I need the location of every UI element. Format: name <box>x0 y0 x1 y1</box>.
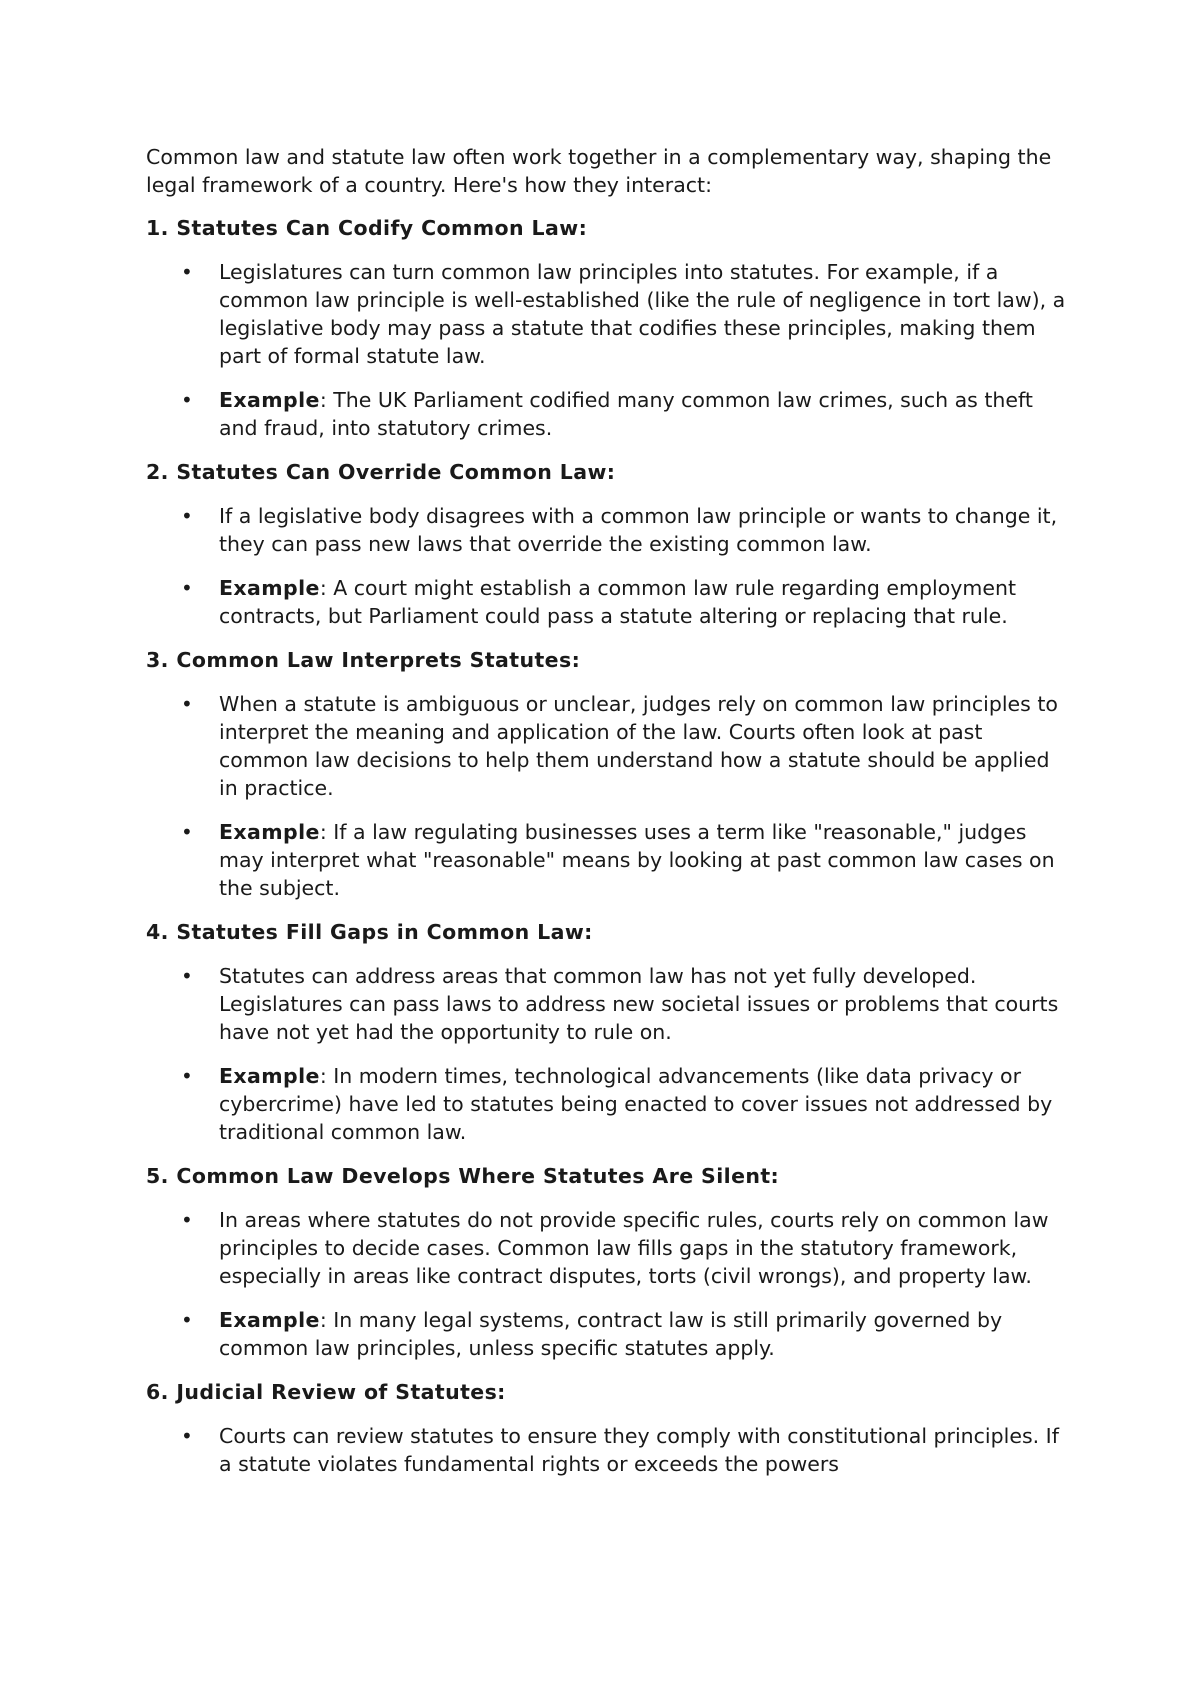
intro-paragraph: Common law and statute law often work together in a complementary way, shaping the legal framework of a country. Here's how they interact: <box>146 145 1052 197</box>
bullet-list <box>146 962 1071 1146</box>
bullet-icon: • <box>181 576 193 600</box>
bullet-icon: • <box>181 1208 193 1232</box>
bullet-text: : In many legal systems, contract law is still primarily governed by common law principles, unless specific statutes apply. <box>219 1308 1003 1360</box>
bullet-list <box>146 258 1071 442</box>
bullet-icon: • <box>181 504 193 528</box>
bullet-text: In areas where statutes do not provide specific rules, courts rely on common law principles to decide cases. Common law fills gaps in the statutory framework, especially in areas like contract disputes, torts (civil wrongs), and property law. <box>219 1208 1049 1288</box>
bullet-icon: • <box>181 388 193 412</box>
list-item <box>146 1306 1071 1362</box>
bullet-icon: • <box>181 1424 193 1448</box>
bullet-icon: • <box>181 692 193 716</box>
bullet-list <box>146 1206 1071 1362</box>
bullet-text: If a legislative body disagrees with a common law principle or wants to change it, they can pass new laws that override the existing common law. <box>219 504 1058 556</box>
section-heading: 3. Common Law Interprets Statutes: <box>146 648 581 672</box>
bullet-text: Courts can review statutes to ensure they comply with constitutional principles. If a statute violates fundamental rights or exceeds the powers <box>219 1424 1059 1476</box>
list-item <box>146 962 1071 1046</box>
list-item <box>146 818 1071 902</box>
example-label: Example <box>219 1064 320 1088</box>
bullet-icon: • <box>181 1064 193 1088</box>
bullet-list <box>146 1422 1071 1478</box>
sections-container <box>146 214 1071 1478</box>
list-item <box>146 258 1071 370</box>
bullet-text: Statutes can address areas that common law has not yet fully developed. Legislatures can pass laws to address new societal issues or problems that courts have not yet had the opportunity to rule on. <box>219 964 1059 1044</box>
list-item <box>146 574 1071 630</box>
bullet-icon: • <box>181 820 193 844</box>
list-item <box>146 1422 1071 1478</box>
list-item <box>146 1062 1071 1146</box>
section-heading: 6. Judicial Review of Statutes: <box>146 1380 506 1404</box>
bullet-text: : In modern times, technological advancements (like data privacy or cybercrime) have led to statutes being enacted to cover issues not addressed by traditional common law. <box>219 1064 1053 1144</box>
bullet-icon: • <box>181 1308 193 1332</box>
bullet-list <box>146 502 1071 630</box>
list-item <box>146 386 1071 442</box>
section-heading: 2. Statutes Can Override Common Law: <box>146 460 616 484</box>
list-item <box>146 1206 1071 1290</box>
bullet-icon: • <box>181 964 193 988</box>
section-heading: 4. Statutes Fill Gaps in Common Law: <box>146 920 593 944</box>
example-label: Example <box>219 1308 320 1332</box>
bullet-text: Legislatures can turn common law principles into statutes. For example, if a common law principle is well-established (like the rule of negligence in tort law), a legislative body may pass a statute that codifies these principles, making them part of formal statute law. <box>219 260 1066 368</box>
example-label: Example <box>219 820 320 844</box>
list-item <box>146 690 1071 802</box>
bullet-text: : The UK Parliament codified many common law crimes, such as theft and fraud, into statutory crimes. <box>219 388 1033 440</box>
list-item <box>146 502 1071 558</box>
bullet-icon: • <box>181 260 193 284</box>
section-heading: 5. Common Law Develops Where Statutes Are Silent: <box>146 1164 780 1188</box>
example-label: Example <box>219 388 320 412</box>
bullet-text: : If a law regulating businesses uses a term like "reasonable," judges may interpret what "reasonable" means by looking at past common law cases on the subject. <box>219 820 1055 900</box>
example-label: Example <box>219 576 320 600</box>
bullet-list <box>146 690 1071 902</box>
bullet-text: When a statute is ambiguous or unclear, judges rely on common law principles to interpret the meaning and application of the law. Courts often look at past common law decisions to help them understand how a statute should be applied in practice. <box>219 692 1058 800</box>
bullet-text: : A court might establish a common law rule regarding employment contracts, but Parliament could pass a statute altering or replacing that rule. <box>219 576 1016 628</box>
document-page <box>146 143 1071 1494</box>
section-heading: 1. Statutes Can Codify Common Law: <box>146 216 588 240</box>
